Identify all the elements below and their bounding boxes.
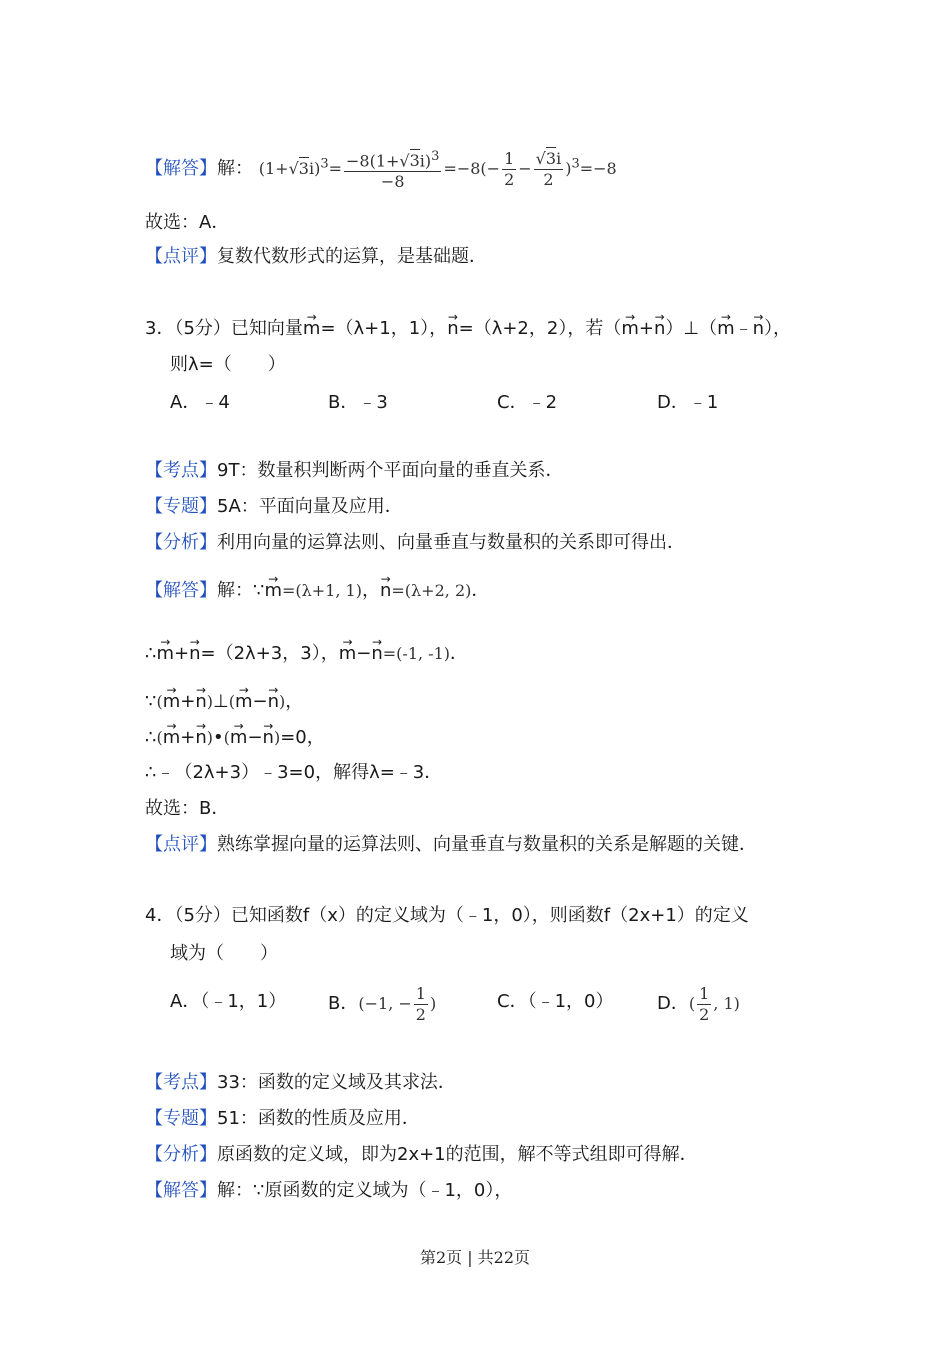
q4-zhuanti [145, 1106, 420, 1132]
q3-option-d: D．﹣1 [657, 392, 719, 413]
q3-stem-c: =（λ+2，2），若（ [458, 318, 622, 339]
step3-b: =0， [280, 727, 325, 748]
step1-b: =（2λ+3，3）， [200, 643, 339, 664]
prev-choice-result: 故选：A． [145, 212, 230, 233]
vector-m: → m [264, 578, 282, 604]
option-d-label: D． [657, 993, 689, 1014]
q3-stem-b: =（λ+1，1）， [320, 318, 448, 339]
answer-tag: 【解答】 [145, 1180, 217, 1201]
q4-kaodian [145, 1070, 456, 1096]
step1-c: =(-1, -1) [382, 644, 450, 663]
vector-n: → n [380, 578, 391, 604]
vector-n: → n [195, 725, 206, 751]
answer-tag: 【解答】 [145, 158, 217, 180]
vector-n: → n [753, 316, 764, 342]
therefore-sign: ∴ [145, 727, 157, 748]
q3-step2: ∵(→ m+→ n)⊥(→ m−→ n)， [145, 689, 303, 715]
option-b-label: B． [328, 993, 359, 1014]
paren-close-4: ) [273, 728, 281, 747]
q3-stem-a: 3．（5分）已知向量 [145, 318, 303, 339]
q3-fenxi [145, 530, 685, 556]
vector-n: → n [195, 689, 206, 715]
q3-step4: ∴﹣（2λ+3）﹣3=0，解得λ=﹣3． [145, 762, 443, 783]
q4-stem-line1: 4．（5分）已知函数f（x）的定义域为（﹣1，0），则函数f（2x+1）的定义 [145, 905, 749, 926]
q4-option-d [657, 984, 740, 1025]
fenxi-text: 利用向量的运算法则、向量垂直与数量积的关系即可得出． [217, 532, 685, 553]
fenxi-tag: 【分析】 [145, 1144, 217, 1165]
q3-stem-e: ）， [764, 318, 792, 339]
comment-text: 复数代数形式的运算，是基础题． [217, 246, 487, 267]
n-value: =(λ+2, 2) [391, 581, 472, 600]
paren-close-2: ) [279, 692, 286, 711]
kaodian-text: 33：函数的定义域及其求法． [217, 1072, 456, 1093]
q4-option-a: A．（﹣1，1） [170, 991, 287, 1012]
vector-m: → m [717, 316, 735, 342]
vector-m: → m [235, 689, 253, 715]
m-value: =(λ+1, 1) [282, 581, 362, 600]
vector-m: → m [230, 725, 248, 751]
q4-option-b [328, 984, 436, 1025]
q3-option-a: A．﹣4 [170, 392, 230, 413]
kaodian-text: 9T：数量积判断两个平面向量的垂直关系． [217, 460, 564, 481]
q4-fenxi [145, 1142, 698, 1168]
answer-lead: 解： [217, 158, 253, 180]
vector-m: → m [339, 641, 357, 667]
q3-stem-d: ）⊥（ [665, 318, 718, 339]
vector-n: → n [654, 316, 665, 342]
vector-m: → m [156, 641, 174, 667]
q3-zhuanti [145, 494, 403, 520]
vector-m: → m [163, 725, 181, 751]
zhuanti-text: 51：函数的性质及应用． [217, 1108, 420, 1129]
answer-text: 解：∵原函数的定义域为（﹣1，0）， [217, 1180, 513, 1201]
paren-close-1: ) [206, 692, 214, 711]
q3-step1: ∴→ m+→ n=（2λ+3，3），→ m−→ n=(-1, -1)． [145, 641, 468, 667]
fenxi-tag: 【分析】 [145, 532, 217, 553]
q3-option-c: C．﹣2 [497, 392, 558, 413]
comment-tag: 【点评】 [145, 246, 217, 267]
paren-open-1: ( [156, 692, 163, 711]
zhuanti-tag: 【专题】 [145, 496, 217, 517]
prev-comment-line [145, 244, 487, 270]
vector-n: → n [263, 725, 274, 751]
vector-m: → m [303, 316, 321, 342]
q3-choice-result: 故选：B． [145, 798, 230, 819]
vector-n: → n [268, 689, 279, 715]
paren-open-2: ( [228, 692, 235, 711]
vector-m: → m [621, 316, 639, 342]
kaodian-tag: 【考点】 [145, 460, 217, 481]
q4-answer [145, 1178, 512, 1204]
answer-tag: 【解答】 [145, 580, 217, 601]
zhuanti-tag: 【专题】 [145, 1108, 217, 1129]
vector-n: → n [371, 641, 382, 667]
q3-stem-line1: 3．（5分）已知向量→ m=（λ+1，1），→ n=（λ+2，2），若（→ m+→ n）⊥（→ m﹣→ n）， [145, 316, 791, 342]
vector-n: → n [189, 641, 200, 667]
prev-answer-line [145, 147, 617, 192]
because-sign: ∵ [145, 691, 157, 712]
q3-step3: ∴(→ m+→ n)•(→ m−→ n)=0， [145, 725, 325, 751]
q3-kaodian [145, 458, 563, 484]
vector-n: → n [447, 316, 458, 342]
answer-lead: 解：∵ [217, 580, 265, 601]
comment-tag: 【点评】 [145, 834, 217, 855]
q3-stem-line2: 则λ=（ ） [170, 354, 286, 375]
fenxi-text: 原函数的定义域，即为2x+1的范围，解不等式组即可得解． [217, 1144, 698, 1165]
q3-option-b: B．﹣3 [328, 392, 388, 413]
paren-open-4: ( [223, 728, 230, 747]
q3-comment-line [145, 832, 757, 858]
answer-formula: $(1+√3i)^3=$ $\frac{-8(1+√3i)^3}{-8}$ =−8(− $\frac{1}{2}$ − $\frac{√3i}{2}$ )$^3$=−8 [258, 149, 617, 192]
q4-stem-line2: 域为（ ） [170, 943, 278, 964]
kaodian-tag: 【考点】 [145, 1072, 217, 1093]
option-b-formula: (−1, − $\frac{1}{2}$ ) [358, 984, 437, 1024]
zhuanti-text: 5A：平面向量及应用． [217, 496, 403, 517]
comment-text: 熟练掌握向量的运算法则、向量垂直与数量积的关系是解题的关键． [217, 834, 757, 855]
paren-close-3: ) [206, 728, 214, 747]
vector-m: → m [163, 689, 181, 715]
q3-answer-line: 【解答】解：∵→ m=(λ+1, 1)，→ n=(λ+2, 2)． [145, 578, 489, 604]
therefore-sign: ∴ [145, 643, 157, 664]
q4-option-c: C．（﹣1，0） [497, 991, 614, 1012]
page-footer: 第2页 | 共22页 [419, 1248, 531, 1267]
option-d-formula: ( $\frac{1}{2}$ , 1) [688, 984, 740, 1024]
paren-open-3: ( [156, 728, 163, 747]
